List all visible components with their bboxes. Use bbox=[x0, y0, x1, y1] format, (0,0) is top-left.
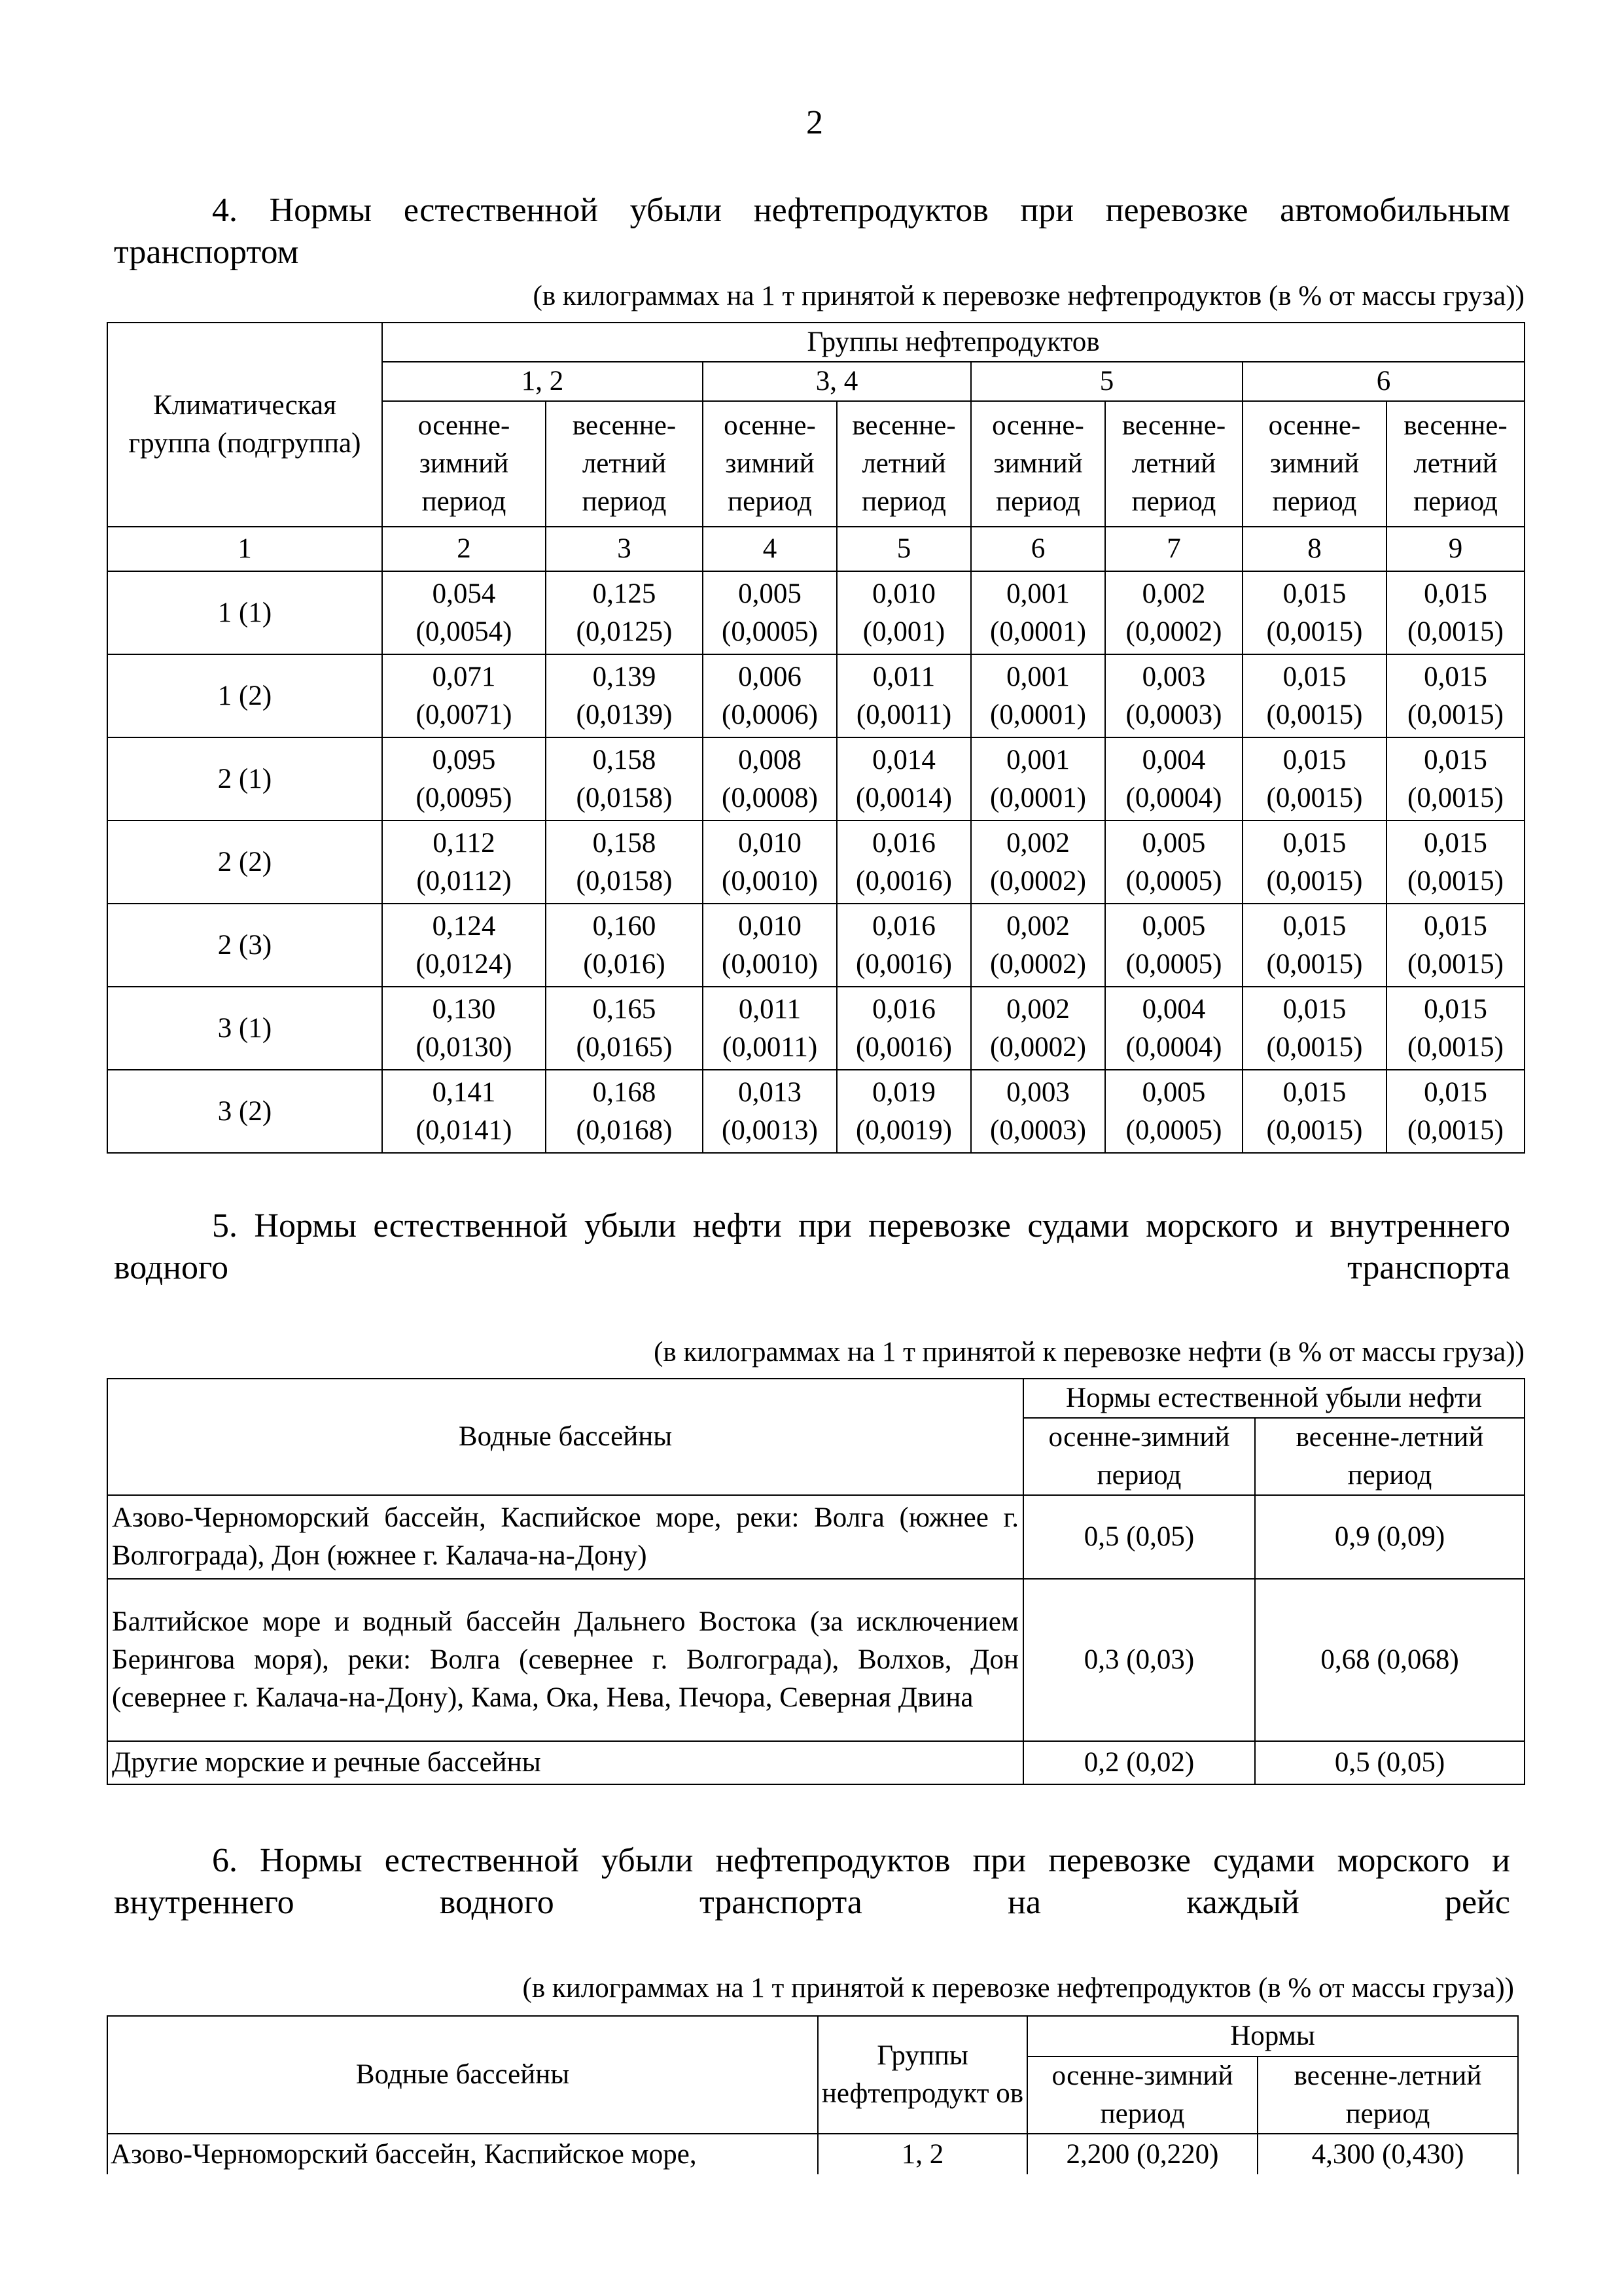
basin-name: Другие морские и речные бассейны bbox=[107, 1741, 1023, 1784]
norm-kg-value: 0,010 bbox=[872, 578, 936, 609]
table-row bbox=[107, 1495, 1525, 1579]
norm-kg-value: 0,002 bbox=[1006, 993, 1070, 1025]
spring-value: 0,5 (0,05) bbox=[1255, 1741, 1525, 1784]
norm-kg-value: 0,011 bbox=[738, 993, 802, 1025]
period-spring: весенне-летний период bbox=[1386, 401, 1525, 527]
norm-cell bbox=[1243, 821, 1386, 904]
col-spring-header: весенне-летний период bbox=[1255, 1418, 1525, 1495]
norm-percent-value: (0,0125) bbox=[576, 616, 673, 647]
norm-cell bbox=[837, 737, 971, 821]
norm-cell bbox=[546, 904, 703, 987]
norm-kg-value: 0,141 bbox=[432, 1076, 496, 1108]
norm-kg-value: 0,071 bbox=[432, 661, 496, 692]
group-label: 5 bbox=[971, 362, 1243, 401]
norm-percent-value: (0,0124) bbox=[415, 948, 512, 980]
spring-value: 0,9 (0,09) bbox=[1255, 1495, 1525, 1579]
norm-percent-value: (0,0005) bbox=[1125, 865, 1222, 896]
norm-percent-value: (0,0112) bbox=[416, 865, 512, 896]
period-autumn: осенне-зимний период bbox=[971, 401, 1105, 527]
norm-cell bbox=[546, 654, 703, 737]
norm-percent-value: (0,0019) bbox=[856, 1114, 952, 1146]
norm-percent-value: (0,0014) bbox=[856, 782, 952, 813]
norm-cell bbox=[382, 571, 546, 654]
norm-percent-value: (0,0015) bbox=[1266, 616, 1363, 647]
norm-cell bbox=[382, 654, 546, 737]
norm-kg-value: 0,001 bbox=[1006, 578, 1070, 609]
norm-percent-value: (0,0005) bbox=[722, 616, 818, 647]
norm-percent-value: (0,0130) bbox=[415, 1031, 512, 1063]
norm-cell bbox=[971, 571, 1105, 654]
norm-percent-value: (0,016) bbox=[583, 948, 665, 980]
norm-cell bbox=[971, 821, 1105, 904]
norm-kg-value: 0,015 bbox=[1282, 1076, 1347, 1108]
table-row bbox=[107, 1579, 1525, 1741]
norm-kg-value: 0,095 bbox=[432, 744, 496, 775]
climate-group-label: 1 (2) bbox=[107, 654, 382, 737]
norm-percent-value: (0,0003) bbox=[990, 1114, 1086, 1146]
norm-kg-value: 0,015 bbox=[1424, 827, 1487, 858]
norm-percent-value: (0,0005) bbox=[1125, 1114, 1222, 1146]
norm-percent-value: (0,0015) bbox=[1266, 1114, 1363, 1146]
norm-kg-value: 0,054 bbox=[432, 578, 496, 609]
basin-name: Балтийское море и водный бассейн Дальнего Востока (за исключением Берингова моря), реки: Волга (севернее г. Волгограда), Волхов, Дон (севернее г. Калача-на-Дону), Кама, Ока, Нева, Печора, Северная Двина bbox=[107, 1579, 1023, 1741]
norm-cell bbox=[1386, 737, 1525, 821]
norm-percent-value: (0,0015) bbox=[1407, 948, 1504, 980]
norm-kg-value: 0,004 bbox=[1142, 744, 1206, 775]
norm-kg-value: 0,010 bbox=[738, 910, 802, 942]
table-row bbox=[107, 1070, 1525, 1153]
norm-kg-value: 0,015 bbox=[1424, 910, 1487, 942]
norm-percent-value: (0,0015) bbox=[1266, 782, 1363, 813]
norm-cell bbox=[837, 571, 971, 654]
norm-percent-value: (0,0003) bbox=[1125, 699, 1222, 730]
norm-cell bbox=[546, 987, 703, 1070]
spring-value: 0,68 (0,068) bbox=[1255, 1579, 1525, 1741]
norm-percent-value: (0,0010) bbox=[722, 948, 818, 980]
norm-percent-value: (0,0015) bbox=[1407, 616, 1504, 647]
autumn-value: 0,3 (0,03) bbox=[1023, 1579, 1255, 1741]
norm-cell bbox=[382, 904, 546, 987]
col-number: 9 bbox=[1386, 527, 1525, 571]
norm-cell bbox=[546, 821, 703, 904]
norm-kg-value: 0,015 bbox=[1424, 578, 1487, 609]
table-row bbox=[107, 737, 1525, 821]
norm-cell bbox=[1105, 987, 1243, 1070]
norm-kg-value: 0,002 bbox=[1142, 578, 1206, 609]
norm-cell bbox=[703, 571, 837, 654]
climate-group-label: 2 (2) bbox=[107, 821, 382, 904]
norm-kg-value: 0,005 bbox=[1142, 1076, 1206, 1108]
norm-kg-value: 0,005 bbox=[1142, 910, 1206, 942]
col-groups-header: Группы нефтепродуктов bbox=[382, 323, 1525, 362]
norm-kg-value: 0,016 bbox=[872, 827, 936, 858]
norm-cell bbox=[1386, 904, 1525, 987]
norm-kg-value: 0,005 bbox=[738, 578, 802, 609]
table-row bbox=[107, 904, 1525, 987]
norm-kg-value: 0,168 bbox=[592, 1076, 656, 1108]
page-number: 2 bbox=[806, 104, 823, 141]
group-label: 1, 2 bbox=[382, 362, 703, 401]
period-autumn: осенне-зимний период bbox=[703, 401, 837, 527]
norm-percent-value: (0,0095) bbox=[415, 782, 512, 813]
col-number: 5 bbox=[837, 527, 971, 571]
norm-cell bbox=[837, 654, 971, 737]
norm-cell bbox=[1105, 737, 1243, 821]
norm-cell bbox=[1105, 904, 1243, 987]
norm-percent-value: (0,0001) bbox=[990, 699, 1086, 730]
norm-percent-value: (0,0015) bbox=[1407, 782, 1504, 813]
norm-cell bbox=[1386, 987, 1525, 1070]
norm-cell bbox=[1386, 571, 1525, 654]
group-value: 1, 2 bbox=[818, 2134, 1027, 2174]
period-spring: весенне-летний период bbox=[1105, 401, 1243, 527]
spring-value: 4,300 (0,430) bbox=[1258, 2134, 1518, 2174]
col-basins-header: Водные бассейны bbox=[107, 1379, 1023, 1495]
norm-cell bbox=[837, 821, 971, 904]
norm-kg-value: 0,015 bbox=[1424, 1076, 1487, 1108]
section4-heading: 4. Нормы естественной убыли нефтепродуктов при перевозке автомобильным транспортом bbox=[114, 192, 1510, 271]
norm-kg-value: 0,165 bbox=[592, 993, 656, 1025]
norm-cell bbox=[1243, 654, 1386, 737]
norm-percent-value: (0,0004) bbox=[1125, 782, 1222, 813]
norm-cell bbox=[546, 1070, 703, 1153]
norm-cell bbox=[971, 987, 1105, 1070]
norm-kg-value: 0,124 bbox=[432, 910, 496, 942]
col-spring-header: весенне-летний период bbox=[1258, 2057, 1518, 2134]
table-row bbox=[107, 2134, 1518, 2174]
col-number: 2 bbox=[382, 527, 546, 571]
column-number-row bbox=[107, 527, 1525, 571]
norm-cell bbox=[382, 1070, 546, 1153]
norm-kg-value: 0,003 bbox=[1142, 661, 1206, 692]
norm-percent-value: (0,0016) bbox=[856, 1031, 952, 1063]
norm-kg-value: 0,002 bbox=[1006, 827, 1070, 858]
norm-kg-value: 0,139 bbox=[592, 661, 656, 692]
norm-percent-value: (0,0016) bbox=[856, 948, 952, 980]
col-basins-header: Водные бассейны bbox=[107, 2016, 818, 2134]
norm-kg-value: 0,158 bbox=[592, 744, 656, 775]
norm-percent-value: (0,0006) bbox=[722, 699, 818, 730]
col-climate-header: Климатическая группа (подгруппа) bbox=[107, 323, 382, 527]
section5-unit-note: (в килограммах на 1 т принятой к перевозке нефти (в % от массы груза)) bbox=[654, 1337, 1525, 1368]
norm-cell bbox=[1105, 654, 1243, 737]
col-number: 8 bbox=[1243, 527, 1386, 571]
norm-cell bbox=[837, 904, 971, 987]
norm-cell bbox=[1386, 1070, 1525, 1153]
norm-percent-value: (0,0158) bbox=[576, 782, 673, 813]
norm-kg-value: 0,019 bbox=[872, 1076, 936, 1108]
norm-kg-value: 0,013 bbox=[738, 1076, 802, 1108]
norm-percent-value: (0,0010) bbox=[722, 865, 818, 896]
period-autumn: осенне-зимний период bbox=[1243, 401, 1386, 527]
norm-percent-value: (0,0015) bbox=[1266, 865, 1363, 896]
norm-percent-value: (0,0016) bbox=[856, 865, 952, 896]
norm-kg-value: 0,015 bbox=[1282, 910, 1347, 942]
norm-kg-value: 0,015 bbox=[1282, 993, 1347, 1025]
table-row bbox=[107, 1741, 1525, 1784]
norm-cell bbox=[971, 1070, 1105, 1153]
norm-percent-value: (0,0015) bbox=[1266, 948, 1363, 980]
norm-percent-value: (0,001) bbox=[862, 616, 945, 647]
norm-percent-value: (0,0168) bbox=[576, 1114, 673, 1146]
norm-kg-value: 0,160 bbox=[592, 910, 656, 942]
norm-percent-value: (0,0001) bbox=[990, 782, 1086, 813]
norm-cell bbox=[971, 904, 1105, 987]
section5-table bbox=[107, 1378, 1525, 1785]
autumn-value: 0,2 (0,02) bbox=[1023, 1741, 1255, 1784]
norm-kg-value: 0,006 bbox=[738, 661, 802, 692]
section6-unit-note: (в килограммах на 1 т принятой к перевозке нефтепродуктов (в % от массы груза)) bbox=[522, 1973, 1514, 2004]
norm-percent-value: (0,0158) bbox=[576, 865, 673, 896]
section6-table bbox=[107, 2015, 1519, 2174]
col-autumn-header: осенне-зимний период bbox=[1027, 2057, 1258, 2134]
table-row bbox=[107, 987, 1525, 1070]
norm-percent-value: (0,0015) bbox=[1407, 1114, 1504, 1146]
norm-cell bbox=[703, 1070, 837, 1153]
climate-group-label: 3 (2) bbox=[107, 1070, 382, 1153]
col-groups-header: Группы нефтепродукт ов bbox=[818, 2016, 1027, 2134]
norm-percent-value: (0,0002) bbox=[1125, 616, 1222, 647]
norm-percent-value: (0,0008) bbox=[722, 782, 818, 813]
norm-cell bbox=[382, 821, 546, 904]
norm-cell bbox=[703, 821, 837, 904]
norm-cell bbox=[971, 654, 1105, 737]
autumn-value: 0,5 (0,05) bbox=[1023, 1495, 1255, 1579]
climate-group-label: 2 (3) bbox=[107, 904, 382, 987]
norm-percent-value: (0,0015) bbox=[1407, 1031, 1504, 1063]
table-row bbox=[107, 821, 1525, 904]
norm-cell bbox=[1243, 904, 1386, 987]
norm-cell bbox=[1105, 821, 1243, 904]
col-autumn-header: осенне-зимний период bbox=[1023, 1418, 1255, 1495]
norm-cell bbox=[1243, 737, 1386, 821]
norm-cell bbox=[546, 571, 703, 654]
norm-percent-value: (0,0015) bbox=[1266, 1031, 1363, 1063]
col-number: 7 bbox=[1105, 527, 1243, 571]
norm-percent-value: (0,0015) bbox=[1266, 699, 1363, 730]
norm-kg-value: 0,015 bbox=[1282, 744, 1347, 775]
norm-cell bbox=[1105, 1070, 1243, 1153]
col-number: 3 bbox=[546, 527, 703, 571]
norm-cell bbox=[703, 904, 837, 987]
norm-percent-value: (0,0004) bbox=[1125, 1031, 1222, 1063]
norm-kg-value: 0,130 bbox=[432, 993, 496, 1025]
norm-kg-value: 0,008 bbox=[738, 744, 802, 775]
norm-kg-value: 0,015 bbox=[1424, 661, 1487, 692]
norm-cell bbox=[1243, 987, 1386, 1070]
norm-kg-value: 0,001 bbox=[1006, 661, 1070, 692]
norm-kg-value: 0,015 bbox=[1424, 744, 1487, 775]
section6-heading: 6. Нормы естественной убыли нефтепродуктов при перевозке судами морского и внутреннего водного транспорта на каждый рейс bbox=[114, 1842, 1510, 1921]
norm-percent-value: (0,0011) bbox=[856, 699, 952, 730]
norm-kg-value: 0,158 bbox=[592, 827, 656, 858]
norm-cell bbox=[703, 654, 837, 737]
norm-percent-value: (0,0002) bbox=[990, 865, 1086, 896]
climate-group-label: 1 (1) bbox=[107, 571, 382, 654]
norm-kg-value: 0,010 bbox=[738, 827, 802, 858]
norm-kg-value: 0,005 bbox=[1142, 827, 1206, 858]
col-norms-header: Нормы естественной убыли нефти bbox=[1023, 1379, 1525, 1418]
period-autumn: осенне-зимний период bbox=[382, 401, 546, 527]
norm-percent-value: (0,0002) bbox=[990, 1031, 1086, 1063]
norm-percent-value: (0,0005) bbox=[1125, 948, 1222, 980]
period-spring: весенне-летний период bbox=[546, 401, 703, 527]
norm-percent-value: (0,0015) bbox=[1407, 865, 1504, 896]
norm-percent-value: (0,0013) bbox=[722, 1114, 818, 1146]
group-label: 3, 4 bbox=[703, 362, 971, 401]
norm-percent-value: (0,0002) bbox=[990, 948, 1086, 980]
table-row bbox=[107, 654, 1525, 737]
norm-kg-value: 0,016 bbox=[872, 910, 936, 942]
norm-cell bbox=[1386, 654, 1525, 737]
norm-cell bbox=[382, 737, 546, 821]
norm-kg-value: 0,002 bbox=[1006, 910, 1070, 942]
norm-cell bbox=[703, 737, 837, 821]
autumn-value: 2,200 (0,220) bbox=[1027, 2134, 1258, 2174]
norm-cell bbox=[971, 737, 1105, 821]
norm-cell bbox=[837, 1070, 971, 1153]
norm-cell bbox=[703, 987, 837, 1070]
section4-table bbox=[107, 322, 1525, 1154]
col-number: 6 bbox=[971, 527, 1105, 571]
col-number: 1 bbox=[107, 527, 382, 571]
col-norms-header: Нормы bbox=[1027, 2016, 1518, 2057]
table-row bbox=[107, 571, 1525, 654]
norm-kg-value: 0,015 bbox=[1282, 578, 1347, 609]
period-spring: весенне-летний период bbox=[837, 401, 971, 527]
section4-unit-note: (в килограммах на 1 т принятой к перевозке нефтепродуктов (в % от массы груза)) bbox=[533, 281, 1525, 311]
norm-kg-value: 0,004 bbox=[1142, 993, 1206, 1025]
norm-percent-value: (0,0139) bbox=[576, 699, 673, 730]
col-number: 4 bbox=[703, 527, 837, 571]
norm-percent-value: (0,0071) bbox=[415, 699, 512, 730]
basin-name: Азово-Черноморский бассейн, Каспийское море, реки: Волга (южнее г. Волгограда), Дон (южнее г. Калача-на-Дону) bbox=[107, 1495, 1023, 1579]
norm-percent-value: (0,0011) bbox=[722, 1031, 818, 1063]
norm-cell bbox=[382, 987, 546, 1070]
norm-kg-value: 0,015 bbox=[1424, 993, 1487, 1025]
climate-group-label: 2 (1) bbox=[107, 737, 382, 821]
norm-cell bbox=[1243, 1070, 1386, 1153]
section5-heading: 5. Нормы естественной убыли нефти при перевозке судами морского и внутреннего водного транспорта bbox=[114, 1207, 1510, 1286]
norm-kg-value: 0,011 bbox=[872, 661, 936, 692]
norm-kg-value: 0,015 bbox=[1282, 661, 1347, 692]
norm-kg-value: 0,112 bbox=[432, 827, 495, 858]
norm-cell bbox=[837, 987, 971, 1070]
norm-cell bbox=[1105, 571, 1243, 654]
norm-cell bbox=[546, 737, 703, 821]
norm-percent-value: (0,0141) bbox=[415, 1114, 512, 1146]
norm-percent-value: (0,0015) bbox=[1407, 699, 1504, 730]
climate-group-label: 3 (1) bbox=[107, 987, 382, 1070]
norm-cell bbox=[1386, 821, 1525, 904]
norm-kg-value: 0,014 bbox=[872, 744, 936, 775]
norm-cell bbox=[1243, 571, 1386, 654]
norm-kg-value: 0,125 bbox=[592, 578, 656, 609]
basin-name: Азово-Черноморский бассейн, Каспийское море, bbox=[107, 2134, 818, 2174]
norm-percent-value: (0,0001) bbox=[990, 616, 1086, 647]
norm-kg-value: 0,015 bbox=[1282, 827, 1347, 858]
norm-kg-value: 0,003 bbox=[1006, 1076, 1070, 1108]
group-label: 6 bbox=[1243, 362, 1525, 401]
norm-kg-value: 0,016 bbox=[872, 993, 936, 1025]
norm-percent-value: (0,0165) bbox=[576, 1031, 673, 1063]
norm-percent-value: (0,0054) bbox=[415, 616, 512, 647]
norm-kg-value: 0,001 bbox=[1006, 744, 1070, 775]
